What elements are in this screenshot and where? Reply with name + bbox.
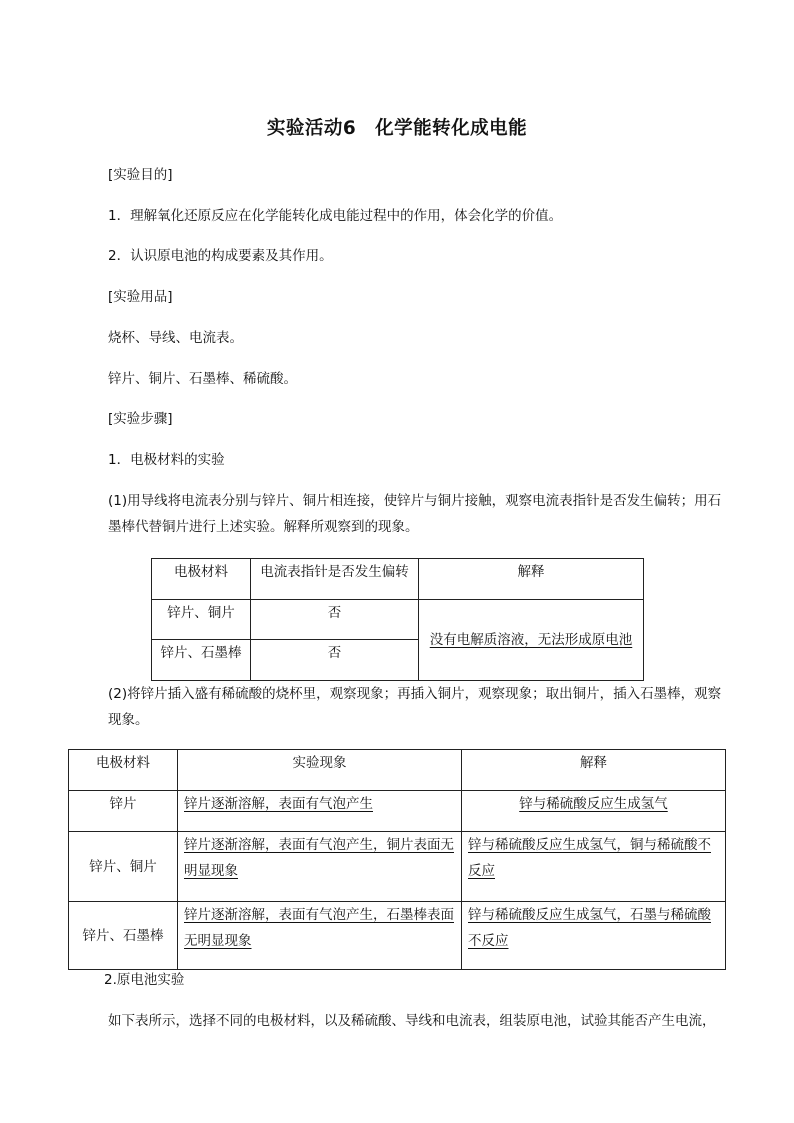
table-row <box>69 791 726 832</box>
table1-deflect-cell: 否 <box>251 600 419 640</box>
materials-heading: [实验用品] <box>108 289 173 305</box>
table2-explanation-text: 锌与稀硫酸反应生成氢气，铜与稀硫酸不反应 <box>468 837 711 879</box>
purpose-item-1: 1．理解氧化还原反应在化学能转化成电能过程中的作用，体会化学的价值。 <box>108 208 563 224</box>
table2-phenomenon-text: 锌片逐渐溶解，表面有气泡产生，石墨棒表面无明显现象 <box>184 907 454 949</box>
table2-explanation-text: 锌与稀硫酸反应生成氢气 <box>519 796 668 812</box>
table2-material-cell: 锌片、石墨棒 <box>69 902 178 970</box>
electrode-table-1 <box>151 558 644 681</box>
step-1-sub-2-text: (2)将锌片插入盛有稀硫酸的烧杯里，观察现象；再插入铜片，观察现象；取出铜片，插入石墨棒，观察现象。 <box>108 686 722 728</box>
page-title: 实验活动6 化学能转化成电能 <box>266 118 528 139</box>
table2-phenomenon-cell <box>178 832 462 902</box>
table2-phenomenon-text: 锌片逐渐溶解，表面有气泡产生，铜片表面无明显现象 <box>184 837 454 879</box>
step-2-heading: 2.原电池实验 <box>104 972 185 988</box>
table2-explanation-cell <box>462 832 726 902</box>
table1-deflect-cell: 否 <box>251 640 419 681</box>
materials-line-2: 锌片、铜片、石墨棒、稀硫酸。 <box>108 371 297 387</box>
table2-phenomenon-cell <box>178 791 462 832</box>
table-row <box>69 902 726 970</box>
table2-phenomenon-text: 锌片逐渐溶解，表面有气泡产生 <box>184 796 373 812</box>
table2-explanation-text: 锌与稀硫酸反应生成氢气，石墨与稀硫酸不反应 <box>468 907 711 949</box>
table1-explanation-text: 没有电解质溶液，无法形成原电池 <box>429 632 633 648</box>
table1-material-cell: 锌片、石墨棒 <box>152 640 251 681</box>
table1-explanation-cell <box>419 600 644 681</box>
table1-header-explanation: 解释 <box>419 559 644 600</box>
table2-header-material: 电极材料 <box>69 750 178 791</box>
table2-header-phenomenon: 实验现象 <box>178 750 462 791</box>
table2-header-explanation: 解释 <box>462 750 726 791</box>
table2-explanation-cell <box>462 791 726 832</box>
table1-material-cell: 锌片、铜片 <box>152 600 251 640</box>
table1-header-deflect: 电流表指针是否发生偏转 <box>251 559 419 600</box>
table-row <box>152 600 644 640</box>
table-row <box>69 832 726 902</box>
step-1-sub-2 <box>76 681 722 733</box>
step-1-sub-1-text: (1)用导线将电流表分别与锌片、铜片相连接，使锌片与铜片接触，观察电流表指针是否发生偏转；用石墨棒代替铜片进行上述实验。解释所观察到的现象。 <box>108 493 722 535</box>
table2-explanation-cell <box>462 902 726 970</box>
step-1-heading: 1．电极材料的实验 <box>108 452 225 468</box>
table2-material-cell: 锌片 <box>69 791 178 832</box>
step-1-sub-1 <box>76 488 722 540</box>
table1-header-material: 电极材料 <box>152 559 251 600</box>
purpose-heading: [实验目的] <box>108 167 173 183</box>
step-2-text: 如下表所示，选择不同的电极材料，以及稀硫酸、导线和电流表，组装原电池，试验其能否产生电流， <box>108 1013 716 1029</box>
materials-line-1: 烧杯、导线、电流表。 <box>108 330 243 346</box>
electrode-table-2 <box>68 749 726 970</box>
purpose-item-2: 2．认识原电池的构成要素及其作用。 <box>108 248 333 264</box>
table2-material-cell: 锌片、铜片 <box>69 832 178 902</box>
table2-phenomenon-cell <box>178 902 462 970</box>
steps-heading: [实验步骤] <box>108 411 173 427</box>
